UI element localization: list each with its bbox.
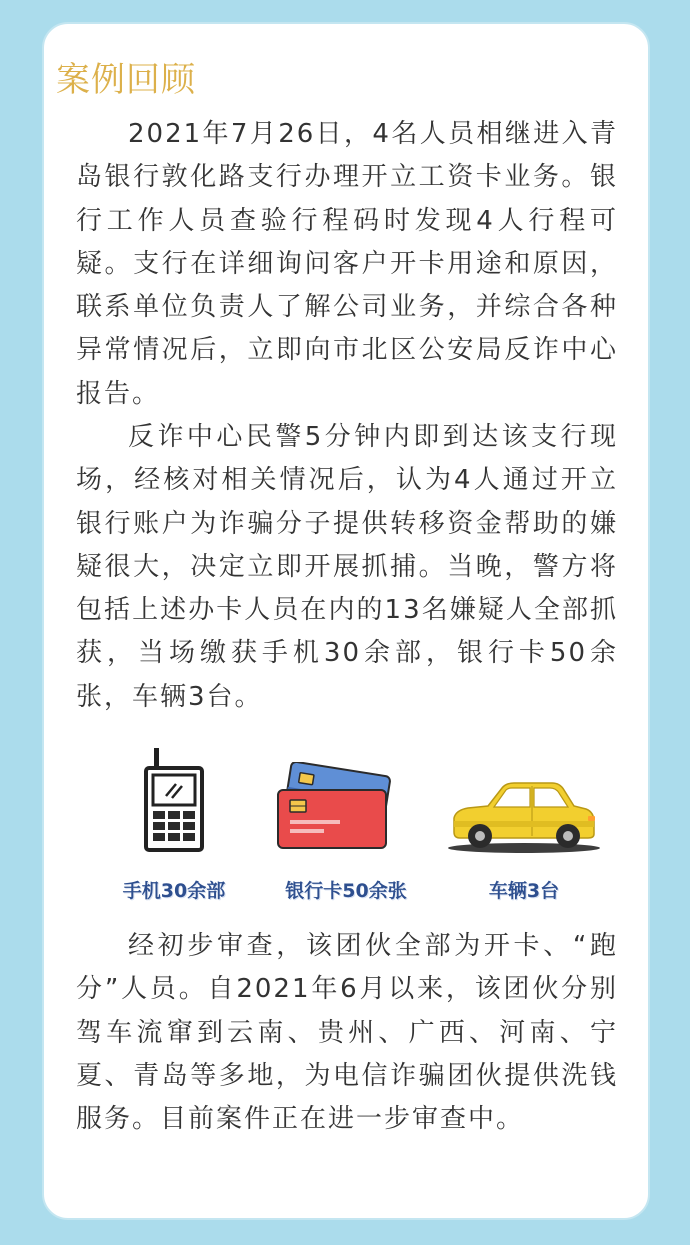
section-title: 案例回顾 (56, 60, 196, 100)
bank-card-icon (272, 762, 396, 852)
paragraph-1: 2021年7月26日，4名人员相继进入青岛银行敦化路支行办理开立工资卡业务。银行工作人员查验行程码时发现4人行程可疑。支行在详细询问客户开卡用途和原因，联系单位负责人了解公司业务，并综合各种异常情况后，立即向市北区公安局反诈中心报告。 (76, 119, 618, 409)
paragraph-2: 反诈中心民警5分钟内即到达该支行现场，经核对相关情况后，认为4人通过开立银行账户为诈骗分子提供转移资金帮助的嫌疑很大，决定立即开展抓捕。当晚，警方将包括上述办卡人员在内的13名嫌疑人全部抓获，当场缴获手机30余部，银行卡50余张，车辆3台。 (76, 422, 618, 712)
mobile-phone-icon (142, 748, 206, 852)
car-count-label: 车辆3台 (488, 880, 560, 902)
phone-count-label: 手机30余部 (122, 880, 226, 902)
card-count-label: 银行卡50余张 (285, 880, 407, 902)
paragraph-3: 经初步审查，该团伙全部为开卡、“跑分”人员。自2021年6月以来，该团伙分别驾车流窜到云南、贵州、广西、河南、宁夏、青岛等多地，为电信诈骗团伙提供洗钱服务。目前案件正在进一步审查中。 (76, 931, 618, 1135)
car-icon (444, 778, 602, 854)
